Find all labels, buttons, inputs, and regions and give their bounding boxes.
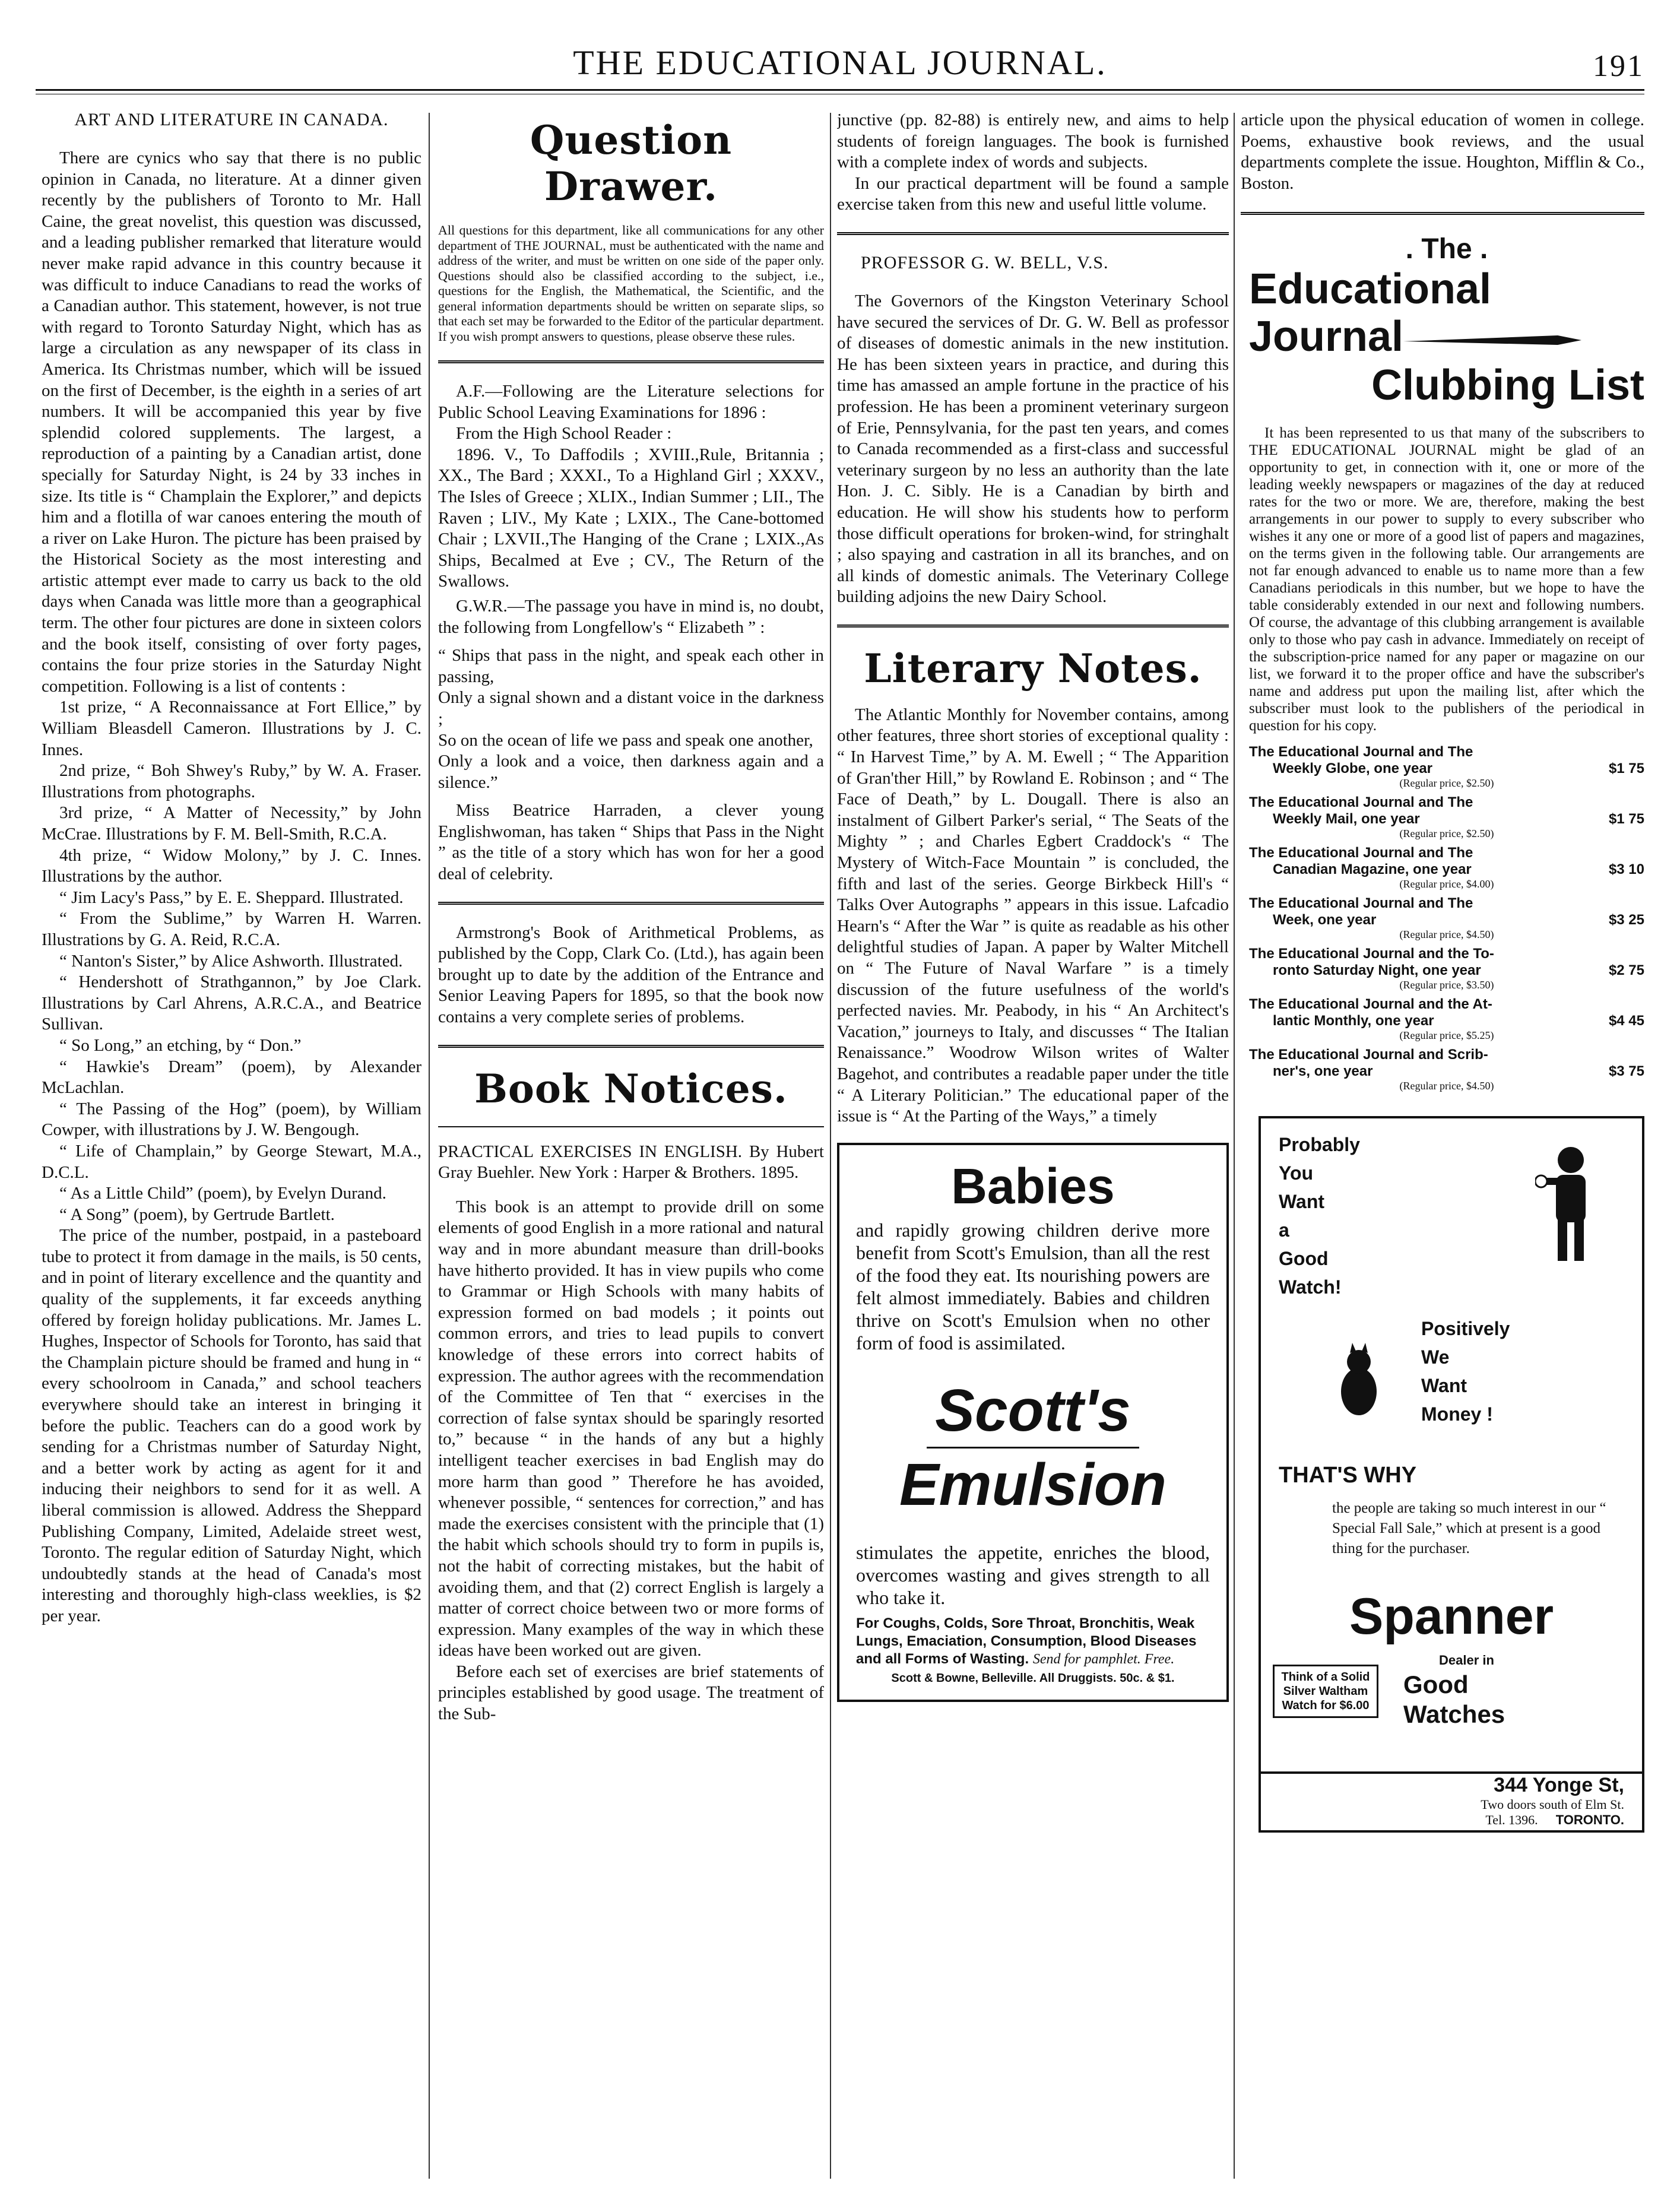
bell-heading: PROFESSOR G. W. BELL, V.S. [861,252,1109,272]
masthead [36,43,1644,96]
club-offer [1249,794,1644,840]
column-divider [429,113,430,2179]
armstrong-paragraph: Armstrong's Book of Arithmetical Problems, as published by the Copp, Clark Co. (Ltd.), has again been brought up to date by the addition of the Entrance and Senior Leaving Papers for 1895, so that the book now contains a very complete series of problems. [438,923,824,1027]
book-review-continued [837,110,1229,215]
offer-regular-price: (Regular price, $5.25) [1399,1029,1494,1042]
column-2 [438,110,824,2188]
ad-dealer: Dealer in [1439,1653,1494,1668]
contents-item: “ Hendershott of Strathgannon,” by Joe Clark. Illustrations by Carl Ahrens, A.R.C.A., and Beatrice Sullivan. [42,972,421,1034]
club-offers [1249,744,1644,1092]
pen-arrow-icon [1403,325,1581,348]
offer-line: Weekly Mail, one year [1273,811,1420,828]
question-drawer-title: Question Drawer. [530,117,733,210]
contents-item: 4th prize, “ Widow Molony,” by J. C. Innes. Illustrations by the author. [42,845,421,886]
paragraph: The price of the number, postpaid, in a pasteboard tube to protect it from damage in the mails, is 50 cents, and in point of literary excellence and the quantity and quality of the supplements, it far exceeds anything offered by foreign holiday publications. Mr. James L. Hughes, Inspector of Schools for Toronto, has said that the Champlain picture should be framed and hung in “ every schoolroom in Canada,” and school teachers everywhere should take an interest in bringing it before the public. Teachers can do a good work by sending for a Christmas number of Saturday Night, and a better work by acting as agent for it and inducing their neighbors to send for it as well. A liberal commission is allowed. Address the Sheppard Publishing Company, Limited, Adelaide street west, Toronto. The regular edition of Saturday Night, which undoubtedly stands at the head of Canada's most interesting and thoroughly high-class weeklies, is $2 per year. [42,1226,421,1625]
ad-good: Good [1403,1671,1469,1699]
club-offer [1249,895,1644,941]
club-offer [1249,744,1644,790]
paragraph: There are cynics who say that there is no public opinion in Canada, no literature. At a dinner given recently by the publishers of Toronto to Mr. Hall Caine, the great novelist, this question was discussed, and a leading publisher remarked that literature would never make rapid advance in this country because it was difficult to induce Canadians to read the works of a Canadian author. This statement, however, is not true with regard to Toronto Saturday Night, which has as large a circulation as any newspaper of its class in America. Its Christmas number, which will be issued on the first of December, is the eighth in a series of art numbers. It will be accompanied this year by five splendid colored supplements. The largest, a reproduction of a painting by a Canadian artist, done specially for Saturday Night, is 24 by 33 inches in size. Its title is “ Champlain the Explorer,” and depicts him and a flotilla of war canoes entering the mouth of a river on Lake Huron. The picture has been praised by the Historical Society as the most interesting and artistic attempt ever made to carry us back to the old days when Canada was little more than a geographical term. The other four pictures are done in sixteen colors and the book itself, consisting of over forty pages, contains the four prize stories in the Saturday Night competition. Following is a list of contents : [42,148,421,696]
ad-doors: Two doors south of Elm St. [1481,1797,1624,1812]
ad-tagline: stimulates the appetite, enriches the blood, overcomes wasting and gives strength to all who take it. [856,1541,1210,1608]
offer-regular-price: (Regular price, $4.50) [1399,1080,1494,1092]
ad-brand: Emulsion [899,1451,1167,1518]
contents-item: 1st prize, “ A Reconnaissance at Fort Ellice,” by William Bleasdell Cameron. Illustrations by J. C. Innes. [42,698,421,759]
club-offer [1249,996,1644,1042]
boy-silhouette-icon [1535,1142,1600,1267]
offer-line: The Educational Journal and the To- [1249,946,1494,962]
section-rule [438,360,824,365]
ad-left-text [1279,1130,1360,1301]
offer-line: The Educational Journal and The [1249,895,1473,912]
ad-footer: Scott & Bowne, Belleville. All Druggists. 50c. & $1. [891,1671,1175,1685]
offer-line: Canadian Magazine, one year [1273,861,1472,878]
club-offer [1249,1047,1644,1092]
poem-line: So on the ocean of life we pass and speak one another, [438,730,813,750]
ad-brand-spanner: Spanner [1349,1588,1554,1646]
offer-price: $3 10 [1608,861,1644,878]
column-3 [837,110,1229,2188]
offer-line: Weekly Globe, one year [1273,760,1433,777]
article-heading: ART AND LITERATURE IN CANADA. [74,110,389,129]
section-rule [438,1045,824,1049]
offer-regular-price: (Regular price, $2.50) [1399,828,1494,840]
book-review [438,1142,824,1725]
offer-line: The Educational Journal and The [1249,845,1473,861]
offer-line: Week, one year [1273,912,1377,928]
ad-think-box [1273,1665,1378,1718]
ad-line: a [1279,1219,1289,1241]
section-rule [837,625,1229,629]
contents-item: “ The Passing of the Hog” (poem), by William Cowper, with illustrations by J. W. Bengough. [42,1099,421,1140]
poem-line: Only a look and a voice, then darkness again and a silence.” [438,752,824,792]
ad-think: Think of a Solid Silver Waltham Watch for $6.00 [1281,1671,1370,1713]
ad-body: the people are taking so much interest in our “ Special Fall Sale,” which at present is a good thing for the purchaser. [1332,1500,1606,1557]
contents-item: “ From the Sublime,” by Warren H. Warren. Illustrations by G. A. Reid, R.C.A. [42,909,421,949]
offer-price: $4 45 [1608,1013,1644,1029]
paragraph: junctive (pp. 82-88) is entirely new, and aims to help students of foreign languages. The book is furnished with a complete index of words and subjects. [837,110,1229,172]
ad-uses-text: For Coughs, Colds, Sore Throat, Bronchitis, Weak Lungs, Emaciation, Consumption, Blood Diseases and all Forms of Wasting. [856,1615,1197,1667]
scotts-emulsion-ad [837,1143,1229,1702]
column-4 [1241,110,1644,2188]
literary-notes-continued [1241,110,1644,194]
ad-line: Want [1279,1191,1325,1213]
club-offer [1249,845,1644,890]
book-title: PRACTICAL EXERCISES IN ENGLISH. By Hubert Gray Buehler. New York : Harper & Brothers. 1895. [438,1142,824,1183]
club-title-journal-row [1249,313,1644,360]
paragraph: In our practical department will be found a sample exercise taken from this new and useful little volume. [837,173,1229,214]
ad-line: Want [1421,1375,1467,1397]
contents-item: “ Life of Champlain,” by George Stewart, M.A., D.C.L. [42,1141,421,1182]
ad-body: and rapidly growing children derive more benefit from Scott's Emulsion, than all the rest of the food they eat. Its nourishing powers are felt almost immediately. Babies and children thrive on Scott's Emulsion when no other form of food is assimilated. [856,1219,1210,1354]
spanner-address-block [1259,1771,1644,1833]
offer-regular-price: (Regular price, $4.00) [1399,878,1494,890]
ad-address: 344 Yonge St, [1494,1774,1624,1797]
spanner-watch-ad [1259,1116,1644,1774]
book-notices-title: Book Notices. [474,1065,788,1112]
section-rule-thin [438,1126,824,1127]
offer-regular-price: (Regular price, $2.50) [1399,777,1494,790]
club-title-educational: Educational [1249,265,1492,313]
page-number: 191 [1593,49,1644,83]
offer-line: The Educational Journal and The [1249,744,1473,760]
book-review-paragraph: This book is an attempt to provide drill on some elements of good English in a more rational and natural way and in more abundant measure than drill-books have hitherto provided. It has in view pupils who come to Grammar or High Schools with many habits of expression formed on bad models ; it points out common errors, and tries to lead pupils to convert knowledge of these errors into correct habits of expression. The author agrees with the recommendation of the Committee of Ten that “ exercises in the correction of false syntax should be sparingly resorted to,” because “ in the hands of any but a highly intelligent teacher exercises in bad English may do more harm than good ” Therefore he has avoided, whenever possible, “ sentences for correction,” and has made the exercises consistent with the principle that (1) the habit which schools should try to form in pupils is, not the habit of correcting mistakes, but the habit of avoiding them, and that (2) correct English is largely a matter of correct choice between two or more forms of expression. Many examples of the way in which these ideas have been worked out are given. [438,1197,824,1660]
club-title-journal: Journal [1249,313,1404,361]
club-the: . The . [1405,233,1488,265]
contents-item: “ So Long,” an etching, by “ Don.” [59,1035,302,1055]
bell-article [837,291,1229,608]
ad-pamphlet: Send for pamphlet. Free. [1032,1651,1175,1667]
contents-item: 2nd prize, “ Boh Shwey's Ruby,” by W. A. Fraser. Illustrations from photographs. [42,761,421,801]
answer-gwr: G.W.R.—The passage you have in mind is, no doubt, the following from Longfellow's “ Elizabeth ” : [438,596,824,637]
offer-price: $1 75 [1608,811,1644,828]
ad-brand: Scott's [935,1377,1131,1444]
contents-item: 3rd prize, “ A Matter of Necessity,” by John McCrae. Illustrations by F. M. Bell-Smith, R.C.A. [42,803,421,844]
answers [438,381,824,885]
answer-af: A.F.—Following are the Literature selections for Public School Leaving Examinations for 1896 : [438,382,824,422]
answer-af-sub: From the High School Reader : [456,424,672,443]
offer-line: The Educational Journal and the At- [1249,996,1492,1013]
clubbing-list [1241,233,1644,1092]
club-title-list: Clubbing List [1371,362,1644,410]
offer-line: The Educational Journal and The [1249,794,1473,811]
ad-line: Money ! [1421,1403,1493,1425]
armstrong-note [438,923,824,1028]
contents-item: “ Nanton's Sister,” by Alice Ashworth. Illustrated. [59,951,403,971]
ad-contact [1279,1812,1624,1828]
book-review-paragraph: Before each set of exercises are brief statements of principles established by good usage. The treatment of the Sub- [438,1662,824,1724]
club-intro: It has been represented to us that many of the subscribers to THE EDUCATIONAL JOURNAL might be glad of an opportunity to get, in connection with it, one or more of the leading weekly newspapers or magazines of the day at reduced rates for the two or more. We are, therefore, making the best arrangements in our power to supply to every subscriber who wishes it any one or more of a good list of papers and magazines, on the terms given in the following table. Our arrangements are not far enough advanced to enable us to name more than a few Canadians periodicals in this number, but we hope to have the table considerably extended in our next and following numbers. Of course, the advantage of this clubbing arrangement is available only to those who pay cash in advance. Immediately on receipt of the subscription-price named for any paper or magazine on our list, we forward it to the proper office and have the subscriber's name and address put upon the mailing list, after which the subscriber must look to the publishers of the periodical in question for his copy. [1249,425,1644,734]
ad-tel: Tel. 1396. [1485,1812,1538,1828]
ad-line: Watch! [1279,1276,1342,1298]
offer-regular-price: (Regular price, $3.50) [1399,979,1494,991]
ad-line: You [1279,1162,1314,1184]
literary-notes-title: Literary Notes. [864,645,1202,692]
answer-af-list: 1896. V., To Daffodils ; XVIII.,Rule, Britannia ; XX., The Bard ; XXXI., To a Highland Girl ; XXXV., The Isles of Greece ; XLIX., Indian Summer ; LII., The Raven ; LIV., My Kate ; LXIX., The Cane-bottomed Chair ; LXVII.,The Hanging of the Crane ; LXIX.,As Ships, Becalmed at Eve ; CV., The Return of the Swallows. [438,445,824,591]
offer-line: ner's, one year [1273,1063,1373,1080]
offer-line: ronto Saturday Night, one year [1273,962,1481,979]
journal-title: THE EDUCATIONAL JOURNAL. [573,43,1107,82]
poem-line: Only a signal shown and a distant voice in the darkness ; [438,688,824,728]
ad-divider [927,1447,1139,1449]
harraden-note: Miss Beatrice Harraden, a clever young Englishwoman, has taken “ Ships that Pass in the Night ” as the title of a story which has won for her a good deal of celebrity. [438,801,824,884]
offer-price: $3 75 [1608,1063,1644,1080]
poem-line: “ Ships that pass in the night, and speak each other in passing, [438,646,824,686]
ad-uses [856,1615,1210,1668]
question-rules: All questions for this department, like all communications for any other department of THE JOURNAL, must be authenticated with the name and address of the writer, and must be written on one side of the paper only. Questions should also be classified according to the subject, i.e., questions for the English, the Mathematical, the Scientific, and the general information departments should be written on separate slips, so that each set may be forwarded to the Editor of the particular department. If you wish prompt answers to questions, please observe these rules. [438,223,824,344]
offer-line: The Educational Journal and Scrib- [1249,1047,1488,1063]
section-rule [837,232,1229,236]
offer-regular-price: (Regular price, $4.50) [1399,928,1494,941]
section-rule [438,902,824,906]
section-rule [1241,212,1644,216]
contents-item: “ Hawkie's Dream” (poem), by Alexander McLachlan. [42,1057,421,1098]
paragraph: The Atlantic Monthly for November contains, among other features, three short stories of exceptional quality : “ In Harvest Time,” by A. M. Ewell ; “ The Apparition of Gran'ther Hill,” by Rowland E. Robinson ; and “ The Face of Death,” by L. Dougall. There is also an instalment of Gilbert Parker's serial, “ The Seats of the Mighty ” ; and Charles Egbert Craddock's “ The Mystery of Witch-Face Mountain ” is concluded, the fifth and last of the series. George Birkbeck Hill's “ Talks Over Autographs ” appears in this issue. Lafcadio Hearn's “ After the War ” is quite as readable as his other delightful studies of Japan. A paper by Walter Mitchell on “ The Future of Naval Warfare ” is a timely discussion of the future usefulness of the world's perfected navies. Mr. Peabody, in his “ An Architect's Vacation,” journeys to Italy, and discusses “ The Italian Renaissance.” Woodrow Wilson writes of Walter Bagehot, and contributes a readable paper under the title “ A Literary Politician.” The educational paper of the issue is “ At the Parting of the Ways,” a timely [837,705,1229,1126]
header-rule [36,89,1644,91]
ad-line: We [1421,1346,1450,1368]
ad-watches: Watches [1403,1700,1505,1729]
offer-price: $1 75 [1608,760,1644,777]
ad-city: TORONTO. [1555,1812,1624,1828]
ad-line: Probably [1279,1134,1360,1156]
contents-item: “ A Song” (poem), by Gertrude Bartlett. [59,1205,335,1224]
column-1 [42,110,421,2188]
thats-why: THAT'S WHY [1279,1463,1417,1488]
literary-notes [837,705,1229,1127]
offer-price: $2 75 [1608,962,1644,979]
poem-quote [438,645,824,793]
contents-item: “ Jim Lacy's Pass,” by E. E. Sheppard. Illustrated. [59,888,404,907]
offer-line: lantic Monthly, one year [1273,1013,1434,1029]
ad-headline: Babies [951,1158,1115,1214]
column-divider [830,113,831,2179]
moon-cat-icon [1302,1326,1397,1445]
contents-item: “ As a Little Child” (poem), by Evelyn Durand. [59,1184,386,1203]
offer-price: $3 25 [1608,912,1644,928]
paragraph: The Governors of the Kingston Veterinary School have secured the services of Dr. G. W. Bell as professor of diseases of domestic animals in the new institution. He has been sixteen years in practice, and during this time has amassed an ample fortune in the practice of his profession. He has been a prominent veterinary surgeon of Erie, Pennsylvania, for the past ten years, and comes to Canada recommended as a first-class and successful veterinary surgeon by no less an authority than the late Hon. J. C. Sibly. He is a Canadian by birth and education. He will show his students how to perform those difficult operations for broken-wind, for stringhalt ; also spaying and castration in all its branches, and on all kinds of domestic animals. The Veterinary College building adjoins the new Dairy School. [837,291,1229,607]
ad-line: Positively [1421,1318,1510,1340]
paragraph: article upon the physical education of women in college. Poems, exhaustive book reviews, and the usual departments complete the issue. Houghton, Mifflin & Co., Boston. [1241,110,1644,193]
article-body [42,148,421,1627]
column-divider [1234,113,1235,2179]
ad-right-text [1421,1314,1510,1428]
ad-line: Good [1279,1248,1329,1270]
club-offer [1249,946,1644,991]
